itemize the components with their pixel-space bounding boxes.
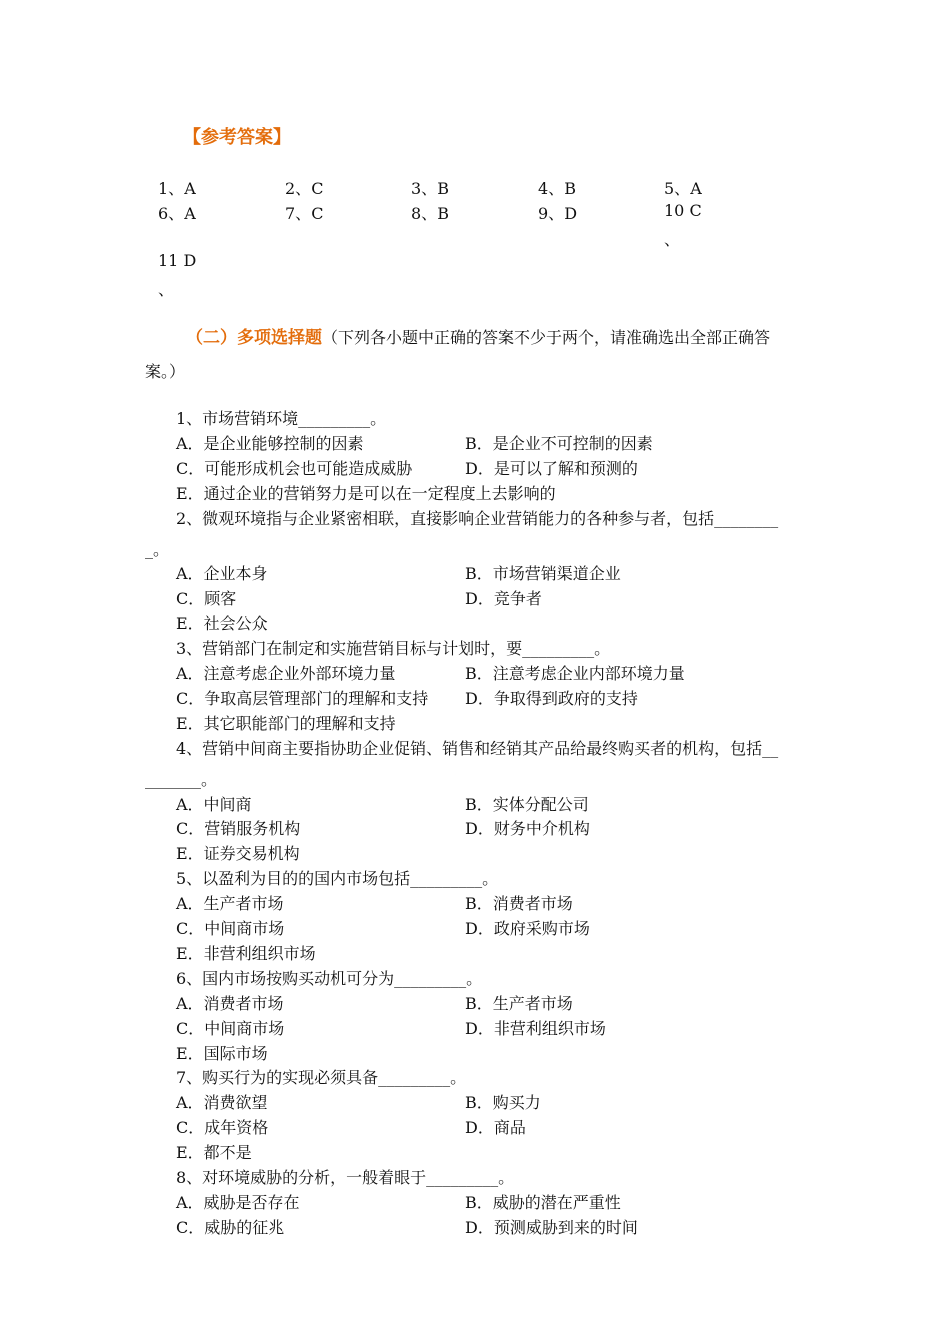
question-stem: 4、营销中间商主要指协助企业促销、销售和经销其产品给最终购买者的机构，包括__ [176,738,779,758]
answer-item [664,176,702,199]
answer-number: 8、 [411,204,438,223]
option-b: B．生产者市场 [465,993,573,1013]
option-a: A．是企业能够控制的因素 [176,433,364,453]
option-c: C．中间商市场 [176,919,285,938]
option-c: C．成年资格 [176,1118,269,1138]
question-stem: 3、营销部门在制定和实施营销目标与计划时，要_________。 [176,639,611,659]
option-c: C．可能形成机会也可能造成威胁 [176,458,413,478]
option-e: E．通过企业的营销努力是可以在一定程度上去影响的 [176,483,556,503]
option-b: B．实体分配公司 [465,794,589,814]
reference-answer-title: 【参考答案】 [183,127,291,148]
question-stem: 6、国内市场按购买动机可分为_________。 [176,968,483,988]
option-a: A．消费者市场 [176,993,284,1013]
option-d: D．竞争者 [465,589,542,609]
question-stem: 5、以盈利为目的的国内市场包括_________。 [176,869,499,889]
answer-number: 1、 [158,179,185,198]
section-title: （二）多项选择题 [186,328,322,348]
answer-item [664,201,702,220]
option-d: D．争取得到政府的支持 [465,688,638,708]
option-e: E．社会公众 [176,614,268,634]
answer-item [538,201,577,224]
answer-item [158,251,196,270]
question-stem-continued: _。 [145,539,170,559]
answer-value: C [311,179,324,198]
option-e: E．国际市场 [176,1043,268,1063]
option-b: B．市场营销渠道企业 [465,564,621,584]
answer-number: 9、 [538,204,565,223]
question-stem: 2、微观环境指与企业紧密相联，直接影响企业营销能力的各种参与者，包括________ [176,508,779,528]
section-note: （下列各小题中正确的答案不少于两个，请准确选出全部正确答 [322,328,771,347]
answer-value: A [184,204,196,223]
answer-value: D [178,251,197,270]
answer-item [538,176,576,199]
option-d: D．非营利组织市场 [465,1018,606,1038]
option-e: E．证券交易机构 [176,844,300,864]
option-c: C．营销服务机构 [176,819,301,839]
option-b: B．消费者市场 [465,894,573,914]
option-e: E．非营利组织市场 [176,943,316,963]
answer-number: 3、 [411,179,438,198]
answer-number: 2、 [285,179,312,198]
option-b: B．是企业不可控制的因素 [465,433,653,453]
answer-number: 4、 [538,179,565,198]
answer-number: 5、 [664,179,691,198]
answer-number: 11 [158,251,179,270]
answer-number: 6、 [158,204,185,223]
option-b: B．注意考虑企业内部环境力量 [465,664,685,683]
answer-value: B [437,204,449,223]
option-b: B．威胁的潜在严重性 [465,1192,621,1212]
option-d: D．预测威胁到来的时间 [465,1217,638,1237]
option-c: C．顾客 [176,589,237,609]
answer-value: D [564,204,578,223]
answer-item [285,201,323,224]
answer-item [285,176,323,199]
option-d: D．政府采购市场 [465,919,590,938]
option-a: A．中间商 [176,794,252,814]
answer-separator: 、 [664,230,681,249]
answer-number: 10 [664,201,685,220]
option-a: A．注意考虑企业外部环境力量 [176,664,396,683]
question-stem: 8、对环境威胁的分析，一般着眼于_________。 [176,1168,515,1187]
option-a: A．消费欲望 [176,1093,268,1113]
option-d: D．是可以了解和预测的 [465,458,638,478]
option-e: E．都不是 [176,1143,252,1163]
option-a: A．生产者市场 [176,894,284,914]
option-c: C．威胁的征兆 [176,1217,285,1237]
section-note-continued: 案。） [145,362,186,381]
option-a: A．企业本身 [176,564,268,584]
question-stem: 1、市场营销环境_________。 [176,409,387,428]
section-heading [186,328,770,348]
answer-item [158,176,196,199]
answer-item [411,176,449,199]
option-c: C．中间商市场 [176,1018,285,1038]
question-stem: 7、购买行为的实现必须具备_________。 [176,1068,467,1088]
option-b: B．购买力 [465,1093,541,1113]
answer-value: A [690,179,702,198]
question-stem-continued: _______。 [145,769,218,789]
answer-separator: 、 [158,280,175,299]
answer-value: C [684,201,702,220]
answer-value: B [437,179,449,198]
answer-item [158,201,196,224]
answer-number: 7、 [285,204,312,223]
option-d: D．商品 [465,1118,526,1138]
option-c: C．争取高层管理部门的理解和支持 [176,688,429,708]
option-a: A．威胁是否存在 [176,1192,300,1212]
answer-value: C [311,204,324,223]
option-e: E．其它职能部门的理解和支持 [176,713,396,733]
answer-item [411,201,449,224]
answer-value: A [184,179,196,198]
answer-value: B [564,179,576,198]
option-d: D．财务中介机构 [465,819,590,839]
